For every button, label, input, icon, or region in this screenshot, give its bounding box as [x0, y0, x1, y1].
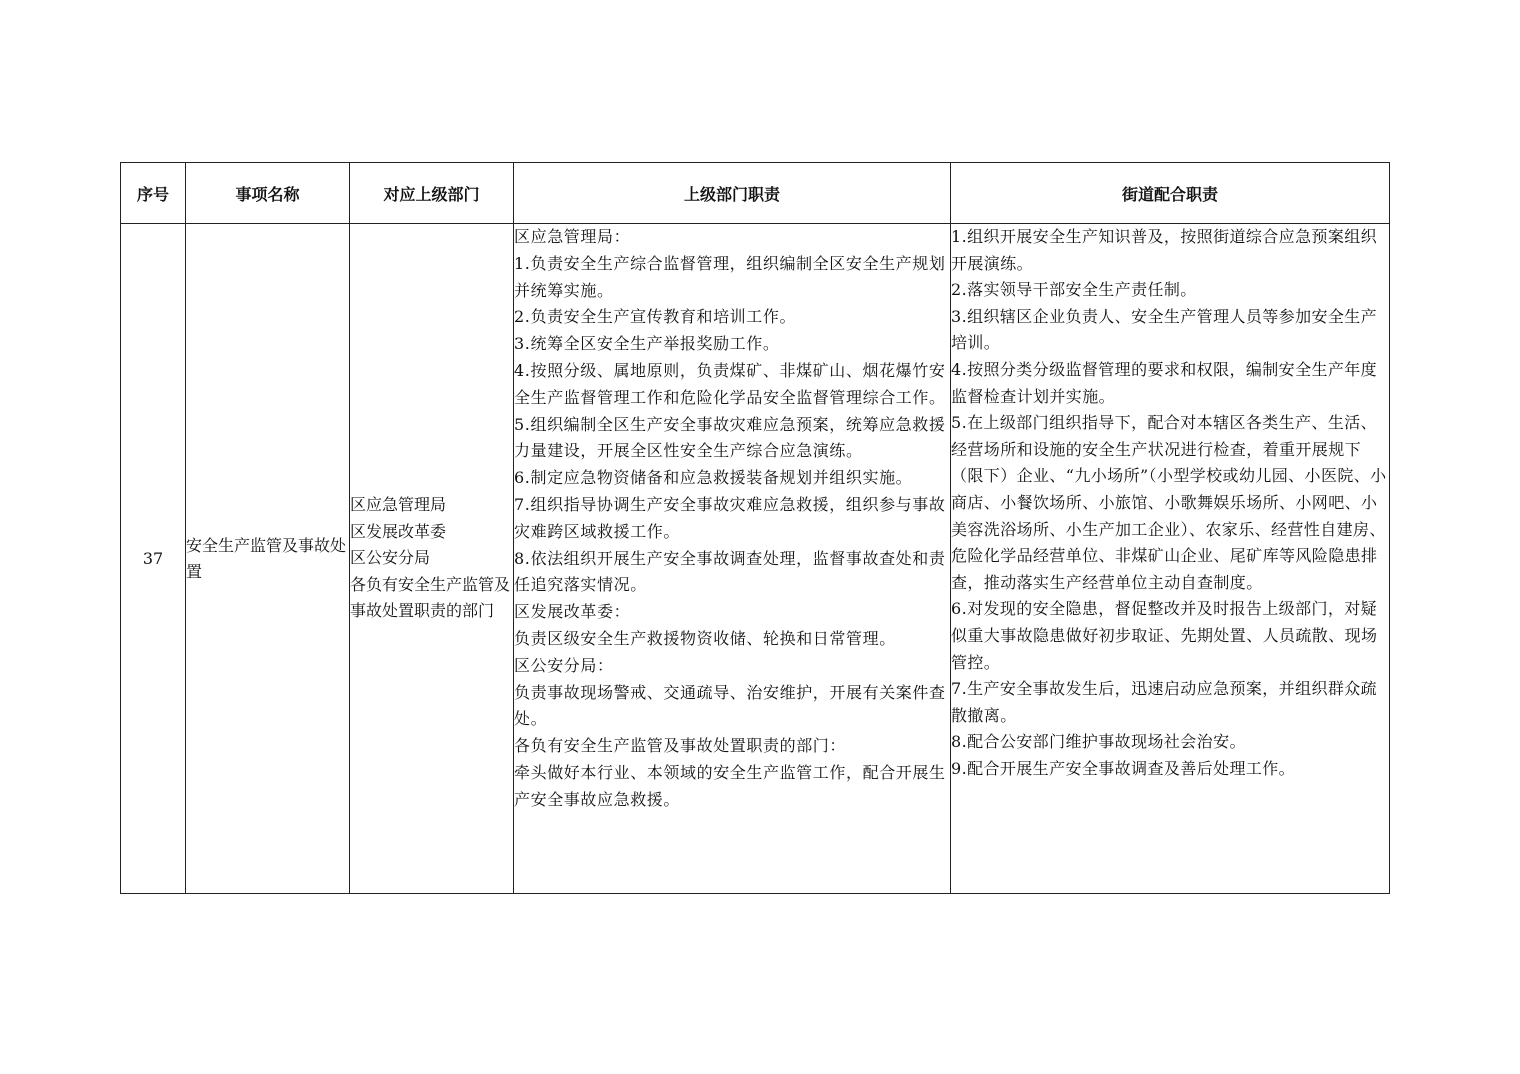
duty-line: 6.对发现的安全隐患，督促整改并及时报告上级部门，对疑似重大事故隐患做好初步取证、先期处置、人员疏散、现场管控。 [951, 599, 1378, 672]
duty-line: 牵头做好本行业、本领域的安全生产监管工作，配合开展生产安全事故应急救援。 [514, 762, 946, 809]
duty-line: 5.在上级部门组织指导下，配合对本辖区各类生产、生活、经营场所和设施的安全生产状况进行检查，着重开展规下（限下）企业、“九小场所”（小型学校或幼儿园、小医院、小商店、小餐饮场所、小旅馆、小歌舞娱乐场所、小网吧、小美容洗浴场所、小生产加工企业）、农家乐、经营性自建房、危险化学品经营单位、非煤矿山企业、尾矿库等风险隐患排查，推动落实生产经营单位主动自查制度。 [951, 413, 1387, 592]
dept-line: 各负有安全生产监管及事故处置职责的部门 [350, 574, 511, 621]
duty-line: 4.按照分级、属地原则，负责煤矿、非煤矿山、烟花爆竹安全生产监督管理工作和危险化学品安全监督管理综合工作。 [514, 360, 946, 407]
item-name-cell: 安全生产监管及事故处置 [186, 224, 350, 894]
duty-line: 8.依法组织开展生产安全事故调查处理，监督事故查处和责任追究落实情况。 [514, 548, 946, 595]
duty-line: 2.落实领导干部安全生产责任制。 [951, 280, 1197, 300]
dept-line: 区发展改革委 [350, 521, 447, 541]
header-upper-dept: 对应上级部门 [350, 163, 514, 224]
header-seq: 序号 [121, 163, 186, 224]
table-row [121, 224, 1390, 894]
duty-line: 5.组织编制全区生产安全事故灾难应急预案，统筹应急救援力量建设，开展全区性安全生产综合应急演练。 [514, 414, 946, 461]
duty-table [120, 162, 1390, 894]
table-header-row [121, 163, 1390, 224]
street-duties-cell [951, 224, 1390, 894]
upper-dept-cell [350, 224, 514, 894]
duty-line: 4.按照分类分级监督管理的要求和权限，编制安全生产年度监督检查计划并实施。 [951, 359, 1378, 406]
upper-duties-cell [514, 224, 951, 894]
duty-line: 3.统筹全区安全生产举报奖励工作。 [514, 334, 780, 354]
header-item-name: 事项名称 [186, 163, 350, 224]
duty-line: 1.组织开展安全生产知识普及，按照街道综合应急预案组织开展演练。 [951, 227, 1378, 273]
dept-line: 区应急管理局 [350, 495, 447, 515]
duty-line: 区公安分局： [514, 655, 614, 675]
duty-line: 区应急管理局： [514, 227, 631, 246]
duty-line: 负责事故现场警戒、交通疏导、治安维护，开展有关案件查处。 [514, 682, 946, 729]
duty-line: 2.负责安全生产宣传教育和培训工作。 [514, 307, 797, 327]
duty-line: 7.生产安全事故发生后，迅速启动应急预案，并组织群众疏散撤离。 [951, 679, 1378, 725]
header-upper-duties: 上级部门职责 [514, 163, 951, 224]
duty-line: 各负有安全生产监管及事故处置职责的部门： [514, 736, 847, 756]
header-street-duties: 街道配合职责 [951, 163, 1390, 224]
duty-line: 8.配合公安部门维护事故现场社会治安。 [951, 732, 1246, 752]
duty-line: 6.制定应急物资储备和应急救援装备规划并组织实施。 [514, 468, 913, 488]
seq-cell: 37 [121, 224, 186, 894]
duty-line: 9.配合开展生产安全事故调查及善后处理工作。 [951, 758, 1296, 778]
dept-line: 区公安分局 [350, 548, 431, 568]
duty-line: 3.组织辖区企业负责人、安全生产管理人员等参加安全生产培训。 [951, 306, 1378, 353]
duty-line: 区发展改革委： [514, 602, 631, 622]
duty-line: 负责区级安全生产救援物资收储、轮换和日常管理。 [514, 628, 896, 648]
duty-line: 1.负责安全生产综合监督管理，组织编制全区安全生产规划并统筹实施。 [514, 253, 946, 300]
duty-line: 7.组织指导协调生产安全事故灾难应急救援，组织参与事故灾难跨区域救援工作。 [514, 494, 946, 541]
